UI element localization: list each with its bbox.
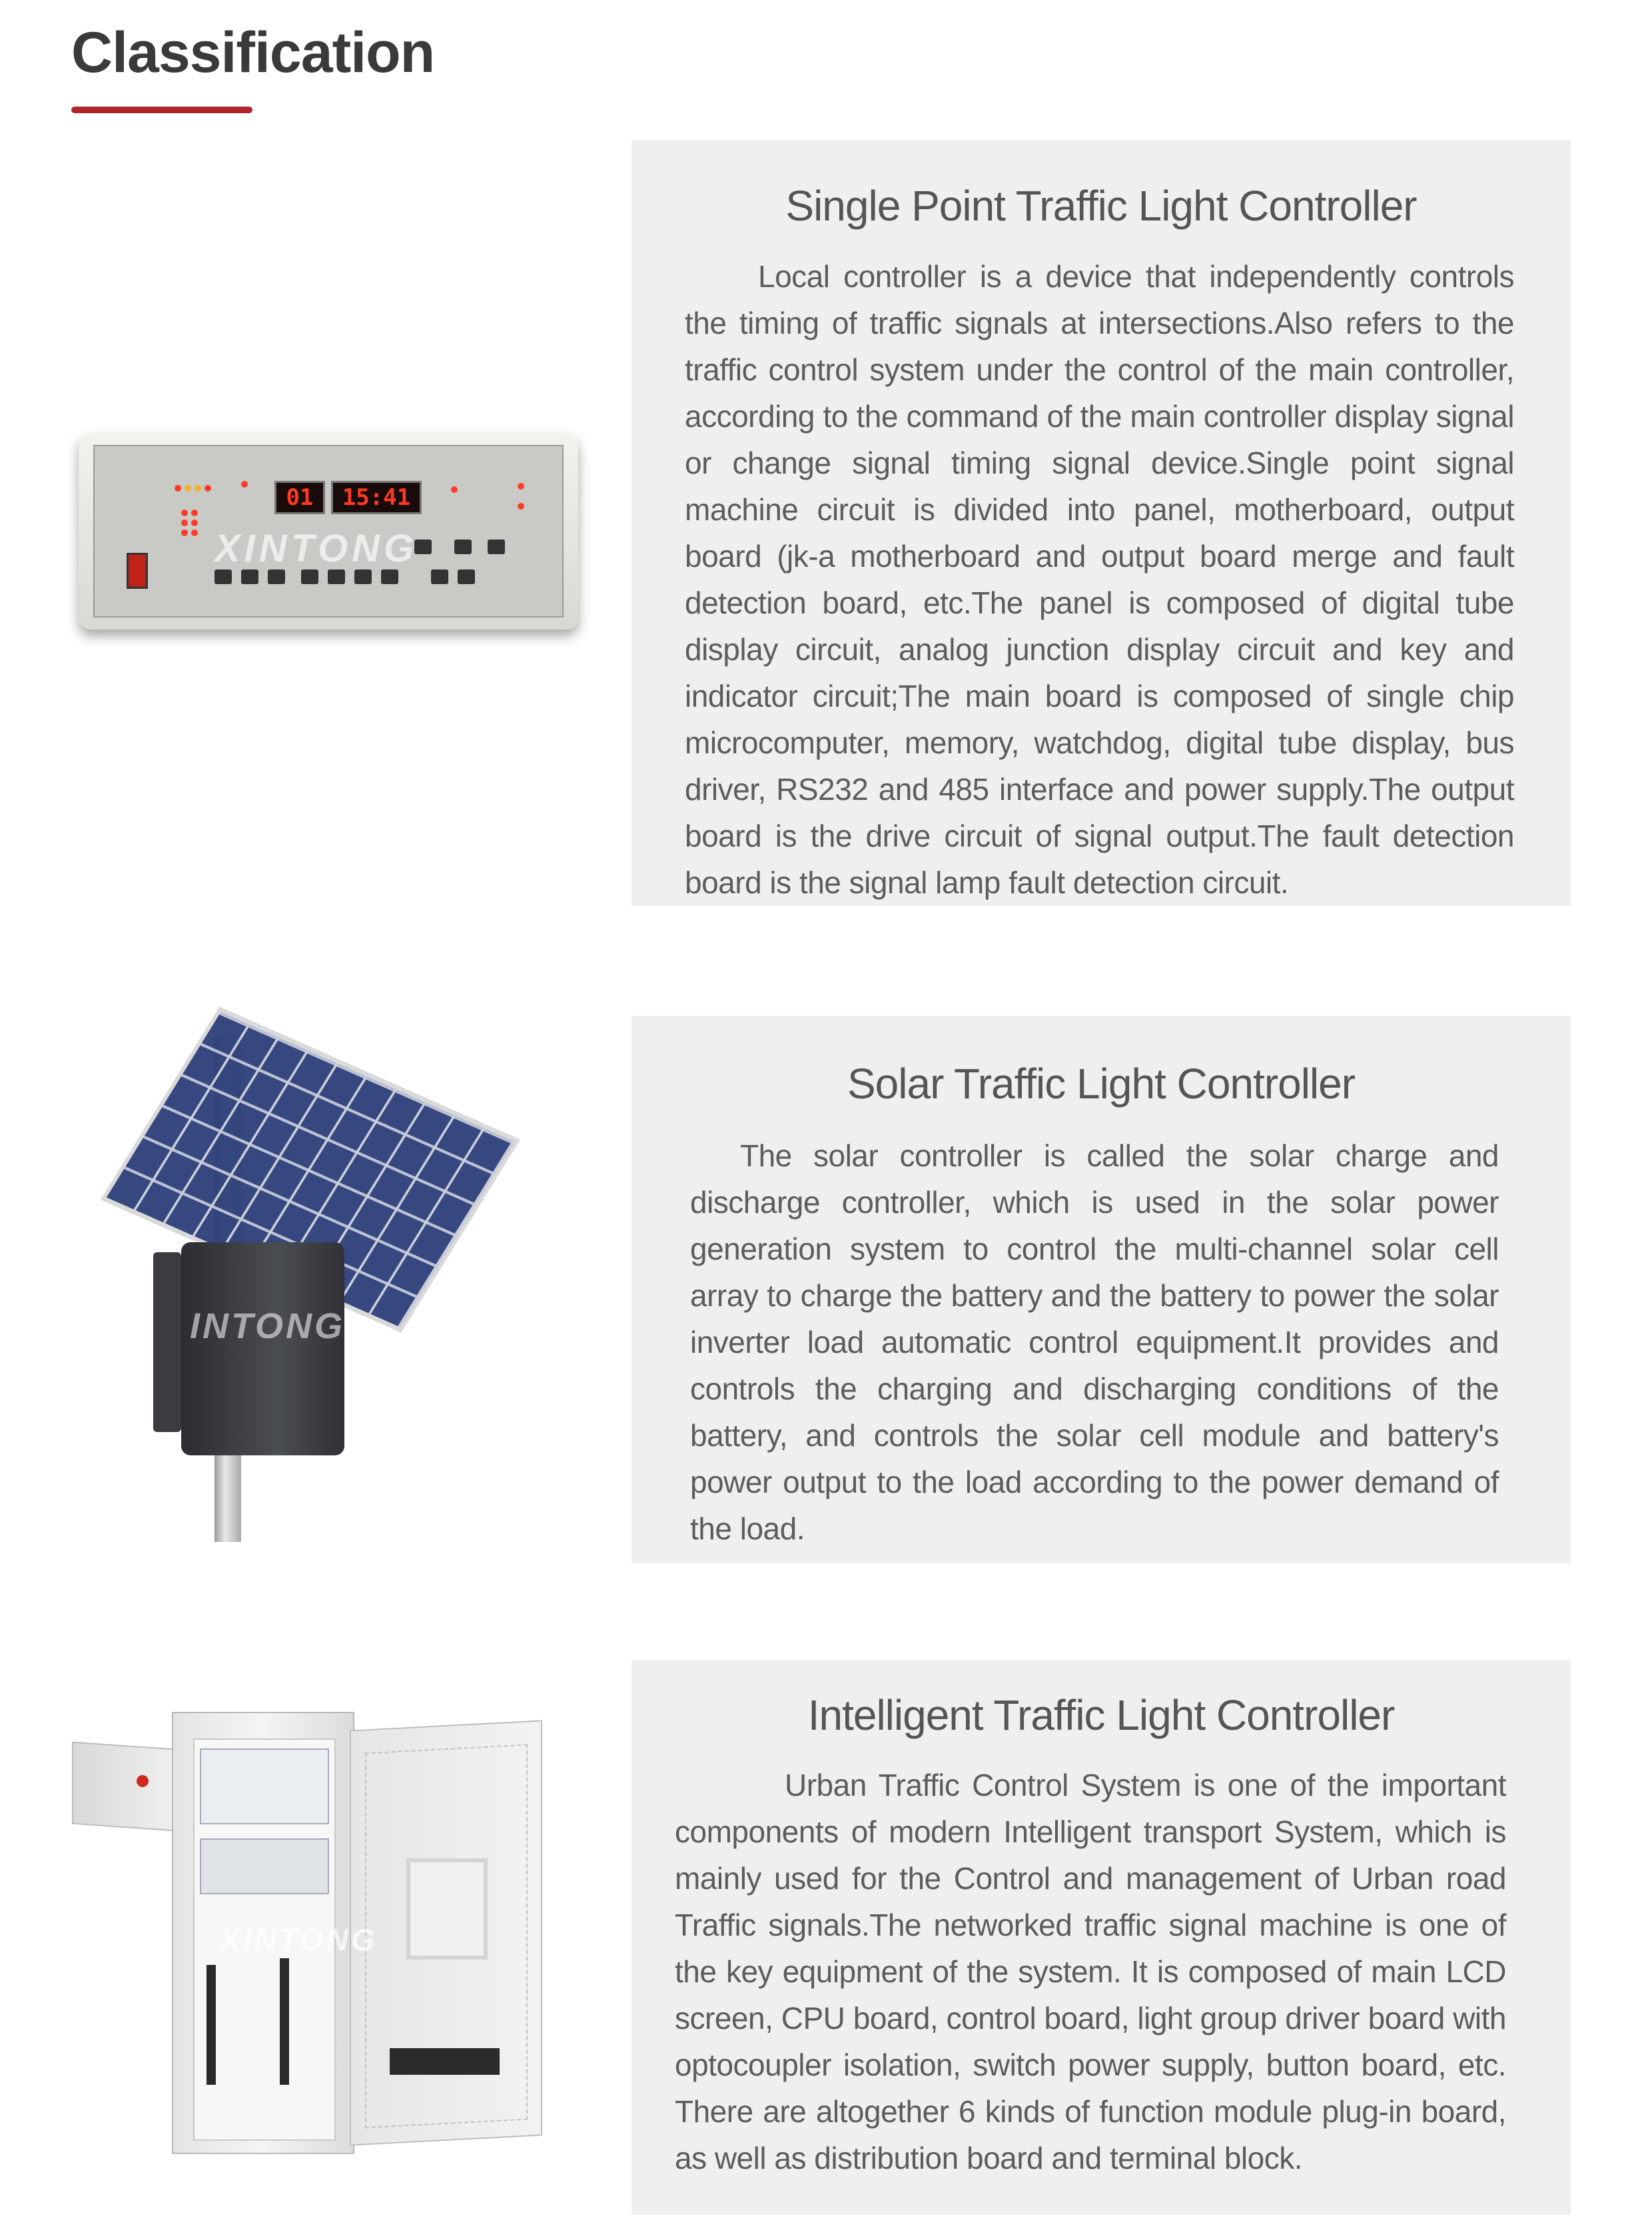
solar-box-logo: INTONG xyxy=(190,1306,346,1346)
product-card-solar xyxy=(631,1016,1571,1563)
product-description: The solar controller is called the solar charge and discharge controller, which is used in the solar power generation system to control the multi-channel solar cell array to charge the battery and the battery to power the solar inverter load automatic control equipment.It provides and controls the charging and discharging conditions of the battery, and controls the solar cell module and battery's power output to the load according to the power demand of the load. xyxy=(690,1138,1499,1546)
device-logo: XINTONG xyxy=(214,527,418,570)
product-title: Solar Traffic Light Controller xyxy=(847,1060,1356,1108)
product-description: Urban Traffic Control System is one of the important components of modern Intelligent transport System, which is mainly used for the Control and management of Urban road Traffic signals.The networked traffic signal machine is one of the key equipment of the system. It is composed of main LCD screen, CPU board, control board, light group driver board with optocoupler isolation, switch power supply, button board, etc. There are altogether 6 kinds of function module plug-in board, as well as distribution board and terminal block. xyxy=(675,1768,1506,2175)
product-title: Intelligent Traffic Light Controller xyxy=(807,1691,1395,1739)
product-title: Single Point Traffic Light Controller xyxy=(785,182,1417,230)
cabinet-logo: XINTONG xyxy=(220,1922,378,1957)
product-card-single-point xyxy=(631,140,1571,906)
product-description: Local controller is a device that independently controls the timing of traffic signals at intersections.Also refers to the traffic control system under the control of the main controller, according to the command of the main controller display signal or change signal timing signal device.Single point signal machine circuit is divided into panel, motherboard, output board (jk-a motherboard and output board merge and fault detection board, etc.The panel is composed of digital tube display circuit, analog junction display circuit and key and indicator circuit;The main board is composed of single chip microcomputer, memory, watchdog, digital tube display, bus driver, RS232 and 485 interface and power supply.The output board is the drive circuit of signal output.The fault detection board is the signal lamp fault detection circuit. xyxy=(685,259,1514,900)
display-left: 01 xyxy=(274,481,325,514)
display-right: 15:41 xyxy=(331,481,422,514)
title-underline xyxy=(71,107,252,113)
product-card-intelligent xyxy=(631,1661,1571,2215)
page-title: Classification xyxy=(71,21,435,85)
